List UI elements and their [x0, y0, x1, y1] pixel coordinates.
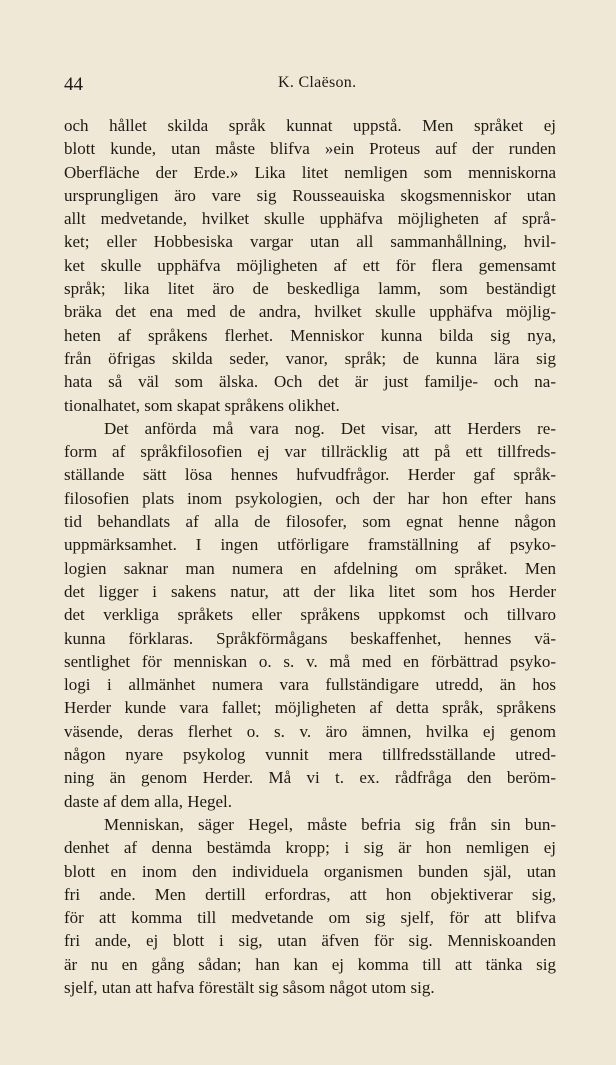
text-line: det verkliga språkets eller språkens uppkomst och tillvaro — [64, 605, 556, 625]
text-line: bräka det ena med de andra, hvilket skulle upphäfva möjlig- — [64, 302, 556, 322]
running-head: K. Claëson. — [278, 74, 357, 91]
text-line: filosofien plats inom psykologien, och der har hon efter hans — [64, 488, 556, 508]
text-line: tid behandlats af alla de filosofer, som egnat henne någon — [64, 512, 556, 532]
text-line: Herder kunde vara fallet; möjligheten af detta språk, språkens — [64, 698, 556, 718]
text-line: sentlighet för menniskan o. s. v. må med en förbättrad psyko- — [64, 651, 556, 671]
text-line: är nu en gång sådan; han kan ej komma till att tänka sig — [64, 954, 556, 974]
text-line: kunna förklaras. Språkförmågans beskaffenhet, hennes vä- — [64, 628, 556, 648]
text-line: ursprungligen äro vare sig Rousseauiska skogsmenniskor utan — [64, 185, 556, 205]
text-line: logi i allmänhet numera vara fullständigare utredd, än hos — [64, 675, 556, 695]
text-line: form af språkfilosofien ej var tillräcklig att på ett tillfreds- — [64, 442, 556, 462]
text-line: väsende, deras flerhet o. s. v. äro ämnen, hvilka ej genom — [64, 721, 556, 741]
text-line: hata så väl som älska. Och det är just familje- och na- — [64, 372, 556, 392]
text-line: allt medvetande, hvilket skulle upphäfva möjligheten af språ- — [64, 209, 556, 229]
text-line: någon nyare psykolog vunnit mera tillfredsställande utred- — [64, 745, 556, 765]
body-text — [64, 114, 556, 999]
text-line: denhet af denna bestämda kropp; i sig är hon nemligen ej — [64, 838, 556, 858]
text-line: sjelf, utan att hafva förestält sig såsom något utom sig. — [64, 977, 435, 997]
page-number: 44 — [64, 74, 83, 95]
text-line: ställande sätt lösa hennes hufvudfrågor. Herder gaf språk- — [64, 465, 556, 485]
text-line: och hållet skilda språk kunnat uppstå. Men språket ej — [64, 116, 556, 135]
text-line: heten af språkens flerhet. Menniskor kunna bilda sig nya, — [64, 325, 556, 345]
text-line: daste af dem alla, Hegel. — [64, 791, 233, 811]
text-line: språk; lika litet äro de beskedliga lamm, som beständigt — [64, 279, 556, 299]
text-line: blott en inom den individuela organismen bunden själ, utan — [64, 861, 556, 881]
text-line: ket; eller Hobbesiska vargar utan all sammanhållning, hvil- — [64, 232, 556, 252]
text-line: ket skulle upphäfva möjligheten af ett för flera gemensamt — [64, 255, 556, 275]
text-line: fri ande, ej blott i sig, utan äfven för sig. Menniskoanden — [64, 931, 556, 951]
text-line: det ligger i sakens natur, att der lika litet som hos Herder — [64, 581, 556, 601]
text-line: blott kunde, utan måste blifva »ein Proteus auf der runden — [64, 139, 556, 159]
text-line: logien saknar man numera en afdelning om språket. Men — [64, 558, 556, 578]
text-line: för att komma till medvetande om sig sjelf, för att blifva — [64, 908, 556, 928]
text-line: Det anförda må vara nog. Det visar, att Herders re- — [104, 418, 556, 438]
text-line: fri ande. Men dertill erfordras, att hon objektiverar sig, — [64, 884, 556, 904]
text-line: Menniskan, säger Hegel, måste befria sig från sin bun- — [104, 814, 556, 834]
text-line: från öfrigas skilda seder, vanor, språk; de kunna lära sig — [64, 348, 556, 368]
text-line: ning än genom Herder. Må vi t. ex. rådfråga den beröm- — [64, 768, 556, 788]
text-line: uppmärksamhet. I ingen utförligare framställning af psyko- — [64, 535, 556, 555]
text-line: Oberfläche der Erde.» Lika litet nemligen som menniskorna — [64, 162, 556, 182]
text-line: tionalhatet, som skapat språkens olikhet. — [64, 395, 340, 415]
page-header — [64, 74, 556, 98]
